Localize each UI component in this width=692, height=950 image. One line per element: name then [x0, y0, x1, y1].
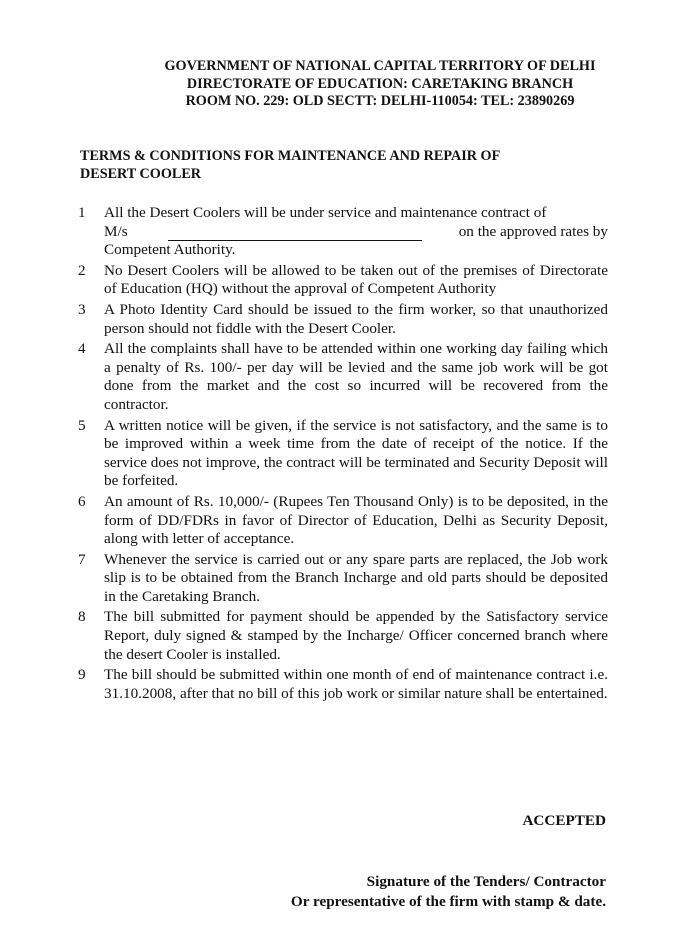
- ms-suffix: on the approved rates by: [458, 222, 608, 240]
- term-number: 9: [78, 666, 86, 684]
- term-number: 4: [78, 340, 86, 358]
- letterhead-line-3: ROOM NO. 229: OLD SECTT: DELHI-110054: TEL: 23890269: [185, 93, 575, 109]
- term-number: 6: [78, 492, 86, 510]
- term-text: [104, 204, 608, 260]
- terms-list: [78, 204, 608, 705]
- term-text: No Desert Coolers will be allowed to be taken out of the premises of Directorate of Education (HQ) without the approval of Competent Authority: [104, 261, 608, 298]
- signature-block: [291, 872, 606, 912]
- term-number: 3: [78, 300, 86, 318]
- contractor-name-blank: [168, 226, 422, 241]
- letterhead: [120, 58, 640, 111]
- document-title: [80, 148, 620, 183]
- term-text: The bill submitted for payment should be appended by the Satisfactory service Report, duly signed & stamped by the Incharge/ Officer concerned branch where the desert Cooler is installed.: [104, 608, 608, 663]
- title-line-1: TERMS & CONDITIONS FOR MAINTENANCE AND REPAIR OF: [80, 148, 501, 164]
- term-text: Whenever the service is carried out or any spare parts are replaced, the Job work slip is to be obtained from the Branch Incharge and old parts should be deposited in the Caretaking Branch.: [104, 550, 608, 605]
- term-1-line-1: All the Desert Coolers will be under service and maintenance contract of: [104, 204, 547, 221]
- term-item-8: [78, 608, 608, 664]
- term-item-1: [78, 204, 608, 260]
- term-number: 2: [78, 261, 86, 279]
- term-text: The bill should be submitted within one month of end of maintenance contract i.e. 31.10.2008, after that no bill of this job work or similar nature shall be entertained.: [104, 666, 608, 702]
- term-item-7: [78, 551, 608, 607]
- term-item-2: [78, 262, 608, 299]
- term-item-6: [78, 493, 608, 549]
- term-text: An amount of Rs. 10,000/- (Rupees Ten Thousand Only) is to be deposited, in the form of DD/FDRs in favor of Director of Education, Delhi as Security Deposit, along with letter of acceptance.: [104, 492, 608, 548]
- signature-line-2: Or representative of the firm with stamp & date.: [290, 893, 606, 910]
- letterhead-line-2: DIRECTORATE OF EDUCATION: CARETAKING BRANCH: [186, 75, 574, 92]
- term-number: 8: [78, 608, 86, 626]
- term-text: A Photo Identity Card should be issued to the firm worker, so that unauthorized person should not fiddle with the Desert Cooler.: [104, 300, 608, 337]
- term-item-9: [78, 666, 608, 703]
- title-line-2: DESERT COOLER: [80, 165, 202, 182]
- term-number: 5: [78, 416, 86, 434]
- term-number: 1: [78, 204, 86, 221]
- term-text: A written notice will be given, if the service is not satisfactory, and the same is to be improved within a week time from the date of receipt of the notice. If the service does not improve, the contract will be terminated and Security Deposit will be forfeited.: [104, 416, 608, 490]
- term-1-line-3: Competent Authority.: [104, 241, 236, 259]
- signature-line-1: Signature of the Tenders/ Contractor: [366, 873, 606, 890]
- term-item-4: [78, 340, 608, 414]
- ms-prefix: M/s: [104, 222, 128, 240]
- term-number: 7: [78, 550, 86, 568]
- contractor-name-line: [104, 223, 608, 242]
- term-text: All the complaints shall have to be attended within one working day failing which a penalty of Rs. 100/- per day will be levied and the same job work will be got done from the market and the cost so incurred will be recovered from the contractor.: [104, 340, 608, 413]
- letterhead-line-1: GOVERNMENT OF NATIONAL CAPITAL TERRITORY OF DELHI: [164, 58, 596, 74]
- term-item-3: [78, 301, 608, 338]
- accepted-label: ACCEPTED: [522, 812, 606, 829]
- term-item-5: [78, 417, 608, 491]
